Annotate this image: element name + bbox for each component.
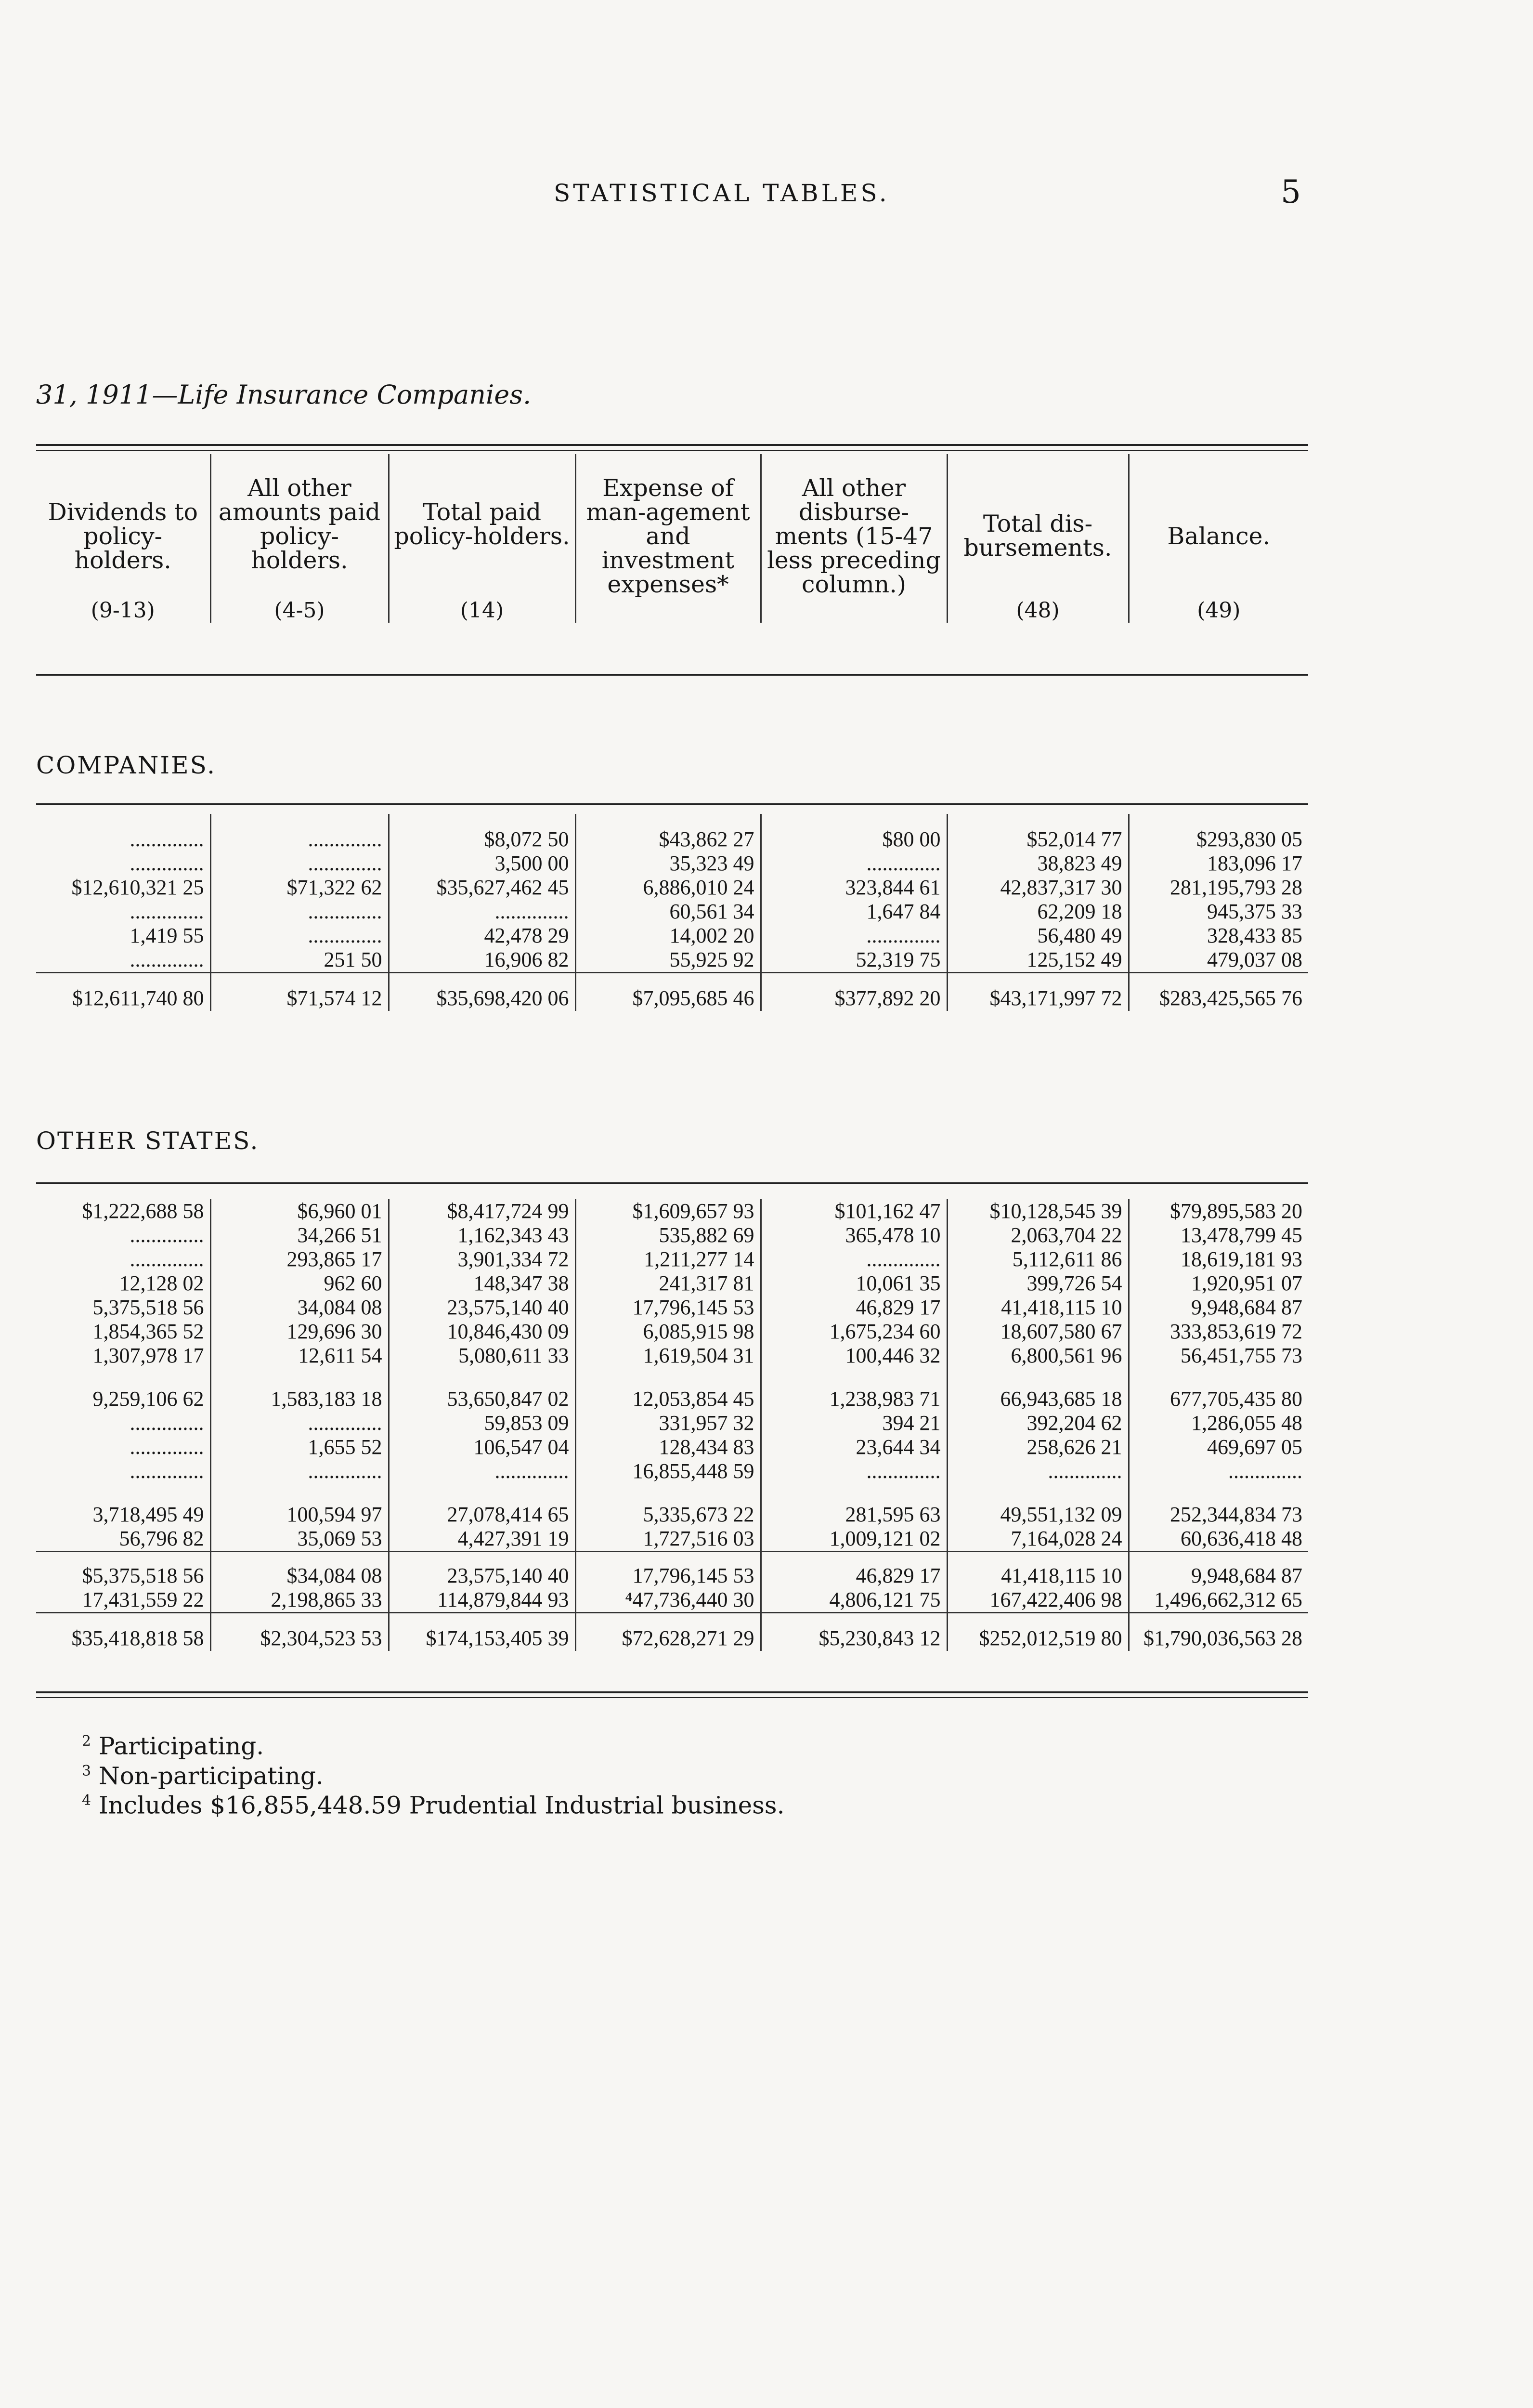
- table-cell: 6,085,915 98: [575, 1320, 761, 1344]
- table-cell: 128,434 83: [575, 1435, 761, 1459]
- table-cell: 1,655 52: [210, 1435, 389, 1459]
- table-cell: 399,726 54: [947, 1271, 1129, 1296]
- table-cell: ..............: [130, 1459, 204, 1483]
- table-cell: 183,096 17: [1129, 851, 1308, 876]
- table-row: [36, 876, 1308, 900]
- table-cell: $283,425,565 76: [1129, 973, 1308, 1011]
- table-cell: ..............: [130, 1223, 204, 1247]
- column-label: Dividends to policy-holders.: [48, 498, 198, 574]
- footnotes: [82, 1729, 785, 1818]
- table-cell: 18,607,580 67: [947, 1320, 1129, 1344]
- companies-table: [36, 814, 1308, 1011]
- table-row: [36, 1344, 1308, 1368]
- table-cell: 12,053,854 45: [575, 1368, 761, 1411]
- companies-table-body: [36, 814, 1308, 1011]
- table-cell: 100,594 97: [210, 1483, 389, 1527]
- table-row: [36, 1271, 1308, 1296]
- table-cell: 14,002 20: [575, 924, 761, 948]
- table-cell: ..............: [761, 851, 947, 876]
- table-row: [36, 1296, 1308, 1320]
- table-cell: $12,610,321 25: [71, 876, 204, 899]
- table-cell: 5,335,673 22: [575, 1483, 761, 1527]
- table-cell: $80 00: [761, 814, 947, 851]
- table-cell: 16,855,448 59: [575, 1459, 761, 1483]
- table-cell: 17,796,145 53: [575, 1552, 761, 1588]
- table-cell: $35,698,420 06: [389, 973, 575, 1011]
- table-cell: 3,500 00: [389, 851, 575, 876]
- table-cell: $79,895,583 20: [1129, 1199, 1308, 1223]
- table-cell: $6,960 01: [210, 1199, 389, 1223]
- table-cell: 38,823 49: [947, 851, 1129, 876]
- table-cell: 52,319 75: [761, 948, 947, 973]
- table-cell: $252,012,519 80: [947, 1613, 1129, 1651]
- table-cell: 6,800,561 96: [947, 1344, 1129, 1368]
- column-label: Balance.: [1167, 523, 1271, 550]
- table-cell: 241,317 81: [575, 1271, 761, 1296]
- other-states-table: [36, 1199, 1308, 1651]
- table-cell: $35,627,462 45: [389, 876, 575, 900]
- table-cell: $71,574 12: [210, 973, 389, 1011]
- table-cell: 962 60: [210, 1271, 389, 1296]
- table-row: [36, 948, 1308, 973]
- running-head: STATISTICAL TABLES.: [554, 179, 890, 207]
- table-cell: $71,322 62: [210, 876, 389, 900]
- table-cell: 12,128 02: [119, 1271, 204, 1295]
- subtotal-row: [36, 1588, 1308, 1613]
- table-cell: $174,153,405 39: [389, 1613, 575, 1651]
- table-cell: 281,195,793 28: [1129, 876, 1308, 900]
- column-header-balance: [1129, 454, 1308, 623]
- table-cell: ..............: [389, 900, 575, 924]
- table-cell: 42,478 29: [389, 924, 575, 948]
- table-cell: ..............: [130, 1435, 204, 1459]
- table-cell: ..............: [210, 1411, 389, 1435]
- table-cell: 1,854,365 52: [92, 1320, 204, 1343]
- total-row: [36, 973, 1308, 1011]
- total-row: [36, 1613, 1308, 1651]
- table-cell: 49,551,132 09: [947, 1483, 1129, 1527]
- table-cell: ..............: [761, 1459, 947, 1483]
- table-cell: 66,943,685 18: [947, 1368, 1129, 1411]
- column-number: (48): [1016, 598, 1060, 623]
- column-header-other-amounts: [210, 454, 389, 623]
- table-cell: 13,478,799 45: [1129, 1223, 1308, 1247]
- table-cell: $72,628,271 29: [575, 1613, 761, 1651]
- table-cell: ..............: [210, 851, 389, 876]
- table-cell: 6,886,010 24: [575, 876, 761, 900]
- table-cell: ..............: [130, 900, 204, 923]
- table-cell: 41,418,115 10: [947, 1552, 1129, 1588]
- table-cell: 258,626 21: [947, 1435, 1129, 1459]
- footnote-text: Participating.: [99, 1732, 264, 1760]
- table-cell: 53,650,847 02: [389, 1368, 575, 1411]
- column-label: Total dis-bursements.: [963, 510, 1112, 562]
- table-cell: 60,561 34: [575, 900, 761, 924]
- table-cell: ..............: [130, 1411, 204, 1435]
- table-cell: 56,480 49: [947, 924, 1129, 948]
- table-cell: 1,286,055 48: [1129, 1411, 1308, 1435]
- table-row: [36, 1247, 1308, 1271]
- table-cell: 1,307,978 17: [92, 1344, 204, 1367]
- table-row: [36, 900, 1308, 924]
- footnote-text: Non-participating.: [99, 1762, 324, 1790]
- column-label: Total paid policy-holders.: [394, 498, 570, 550]
- table-cell: 4,806,121 75: [761, 1588, 947, 1613]
- table-cell: ..............: [130, 851, 204, 875]
- footnote-mark: 2: [82, 1733, 91, 1750]
- table-row: [36, 1483, 1308, 1527]
- table-cell: 5,112,611 86: [947, 1247, 1129, 1271]
- table-cell: $35,418,818 58: [36, 1613, 210, 1651]
- column-header-total-paid: [389, 454, 575, 623]
- table-cell: ..............: [210, 900, 389, 924]
- table-cell: 148,347 38: [389, 1271, 575, 1296]
- footnote-mark: 3: [82, 1762, 91, 1780]
- table-cell: $1,609,657 93: [575, 1199, 761, 1223]
- table-cell: 4,427,391 19: [389, 1527, 575, 1552]
- table-cell: 9,259,106 62: [92, 1387, 204, 1411]
- table-cell: $43,171,997 72: [947, 973, 1129, 1011]
- table-cell: ..............: [761, 924, 947, 948]
- table-cell: 677,705,435 80: [1129, 1368, 1308, 1411]
- table-cell: 1,675,234 60: [761, 1320, 947, 1344]
- table-cell: 293,865 17: [210, 1247, 389, 1271]
- table-row: [36, 851, 1308, 876]
- table-cell: 2,198,865 33: [210, 1588, 389, 1613]
- table-cell: ..............: [761, 1247, 947, 1271]
- table-cell: 62,209 18: [947, 900, 1129, 924]
- table-cell: 1,583,183 18: [210, 1368, 389, 1411]
- table-cell: 17,796,145 53: [575, 1296, 761, 1320]
- table-cell: ..............: [210, 814, 389, 851]
- table-cell: 9,948,684 87: [1129, 1296, 1308, 1320]
- column-header-total-disbursements: [947, 454, 1129, 623]
- column-header-table: [36, 454, 1308, 623]
- footnote-text: Includes $16,855,448.59 Prudential Industrial business.: [99, 1791, 785, 1819]
- table-cell: ..............: [1129, 1459, 1308, 1483]
- table-cell: 1,419 55: [130, 924, 204, 947]
- column-header-other-disbursements: [761, 454, 947, 623]
- table-cell: 7,164,028 24: [947, 1527, 1129, 1552]
- table-cell: 114,879,844 93: [389, 1588, 575, 1613]
- page-number: 5: [1281, 173, 1301, 210]
- table-cell: $52,014 77: [947, 814, 1129, 851]
- table-cell: $2,304,523 53: [210, 1613, 389, 1651]
- table-cell: $7,095,685 46: [575, 973, 761, 1011]
- column-label: All other amounts paid policy-holders.: [218, 474, 381, 574]
- column-header-dividends: [36, 454, 210, 623]
- table-cell: 251 50: [210, 948, 389, 973]
- table-cell: 1,647 84: [761, 900, 947, 924]
- column-number: (14): [460, 598, 504, 623]
- table-cell: $34,084 08: [210, 1552, 389, 1588]
- table-cell: 323,844 61: [761, 876, 947, 900]
- table-cell: ⁴47,736,440 30: [575, 1588, 761, 1613]
- footnote: [82, 1788, 785, 1818]
- table-cell: 1,920,951 07: [1129, 1271, 1308, 1296]
- table-cell: 59,853 09: [389, 1411, 575, 1435]
- table-cell: 34,084 08: [210, 1296, 389, 1320]
- other-states-table-body: [36, 1199, 1308, 1651]
- table-bottom-rule-thin: [36, 1697, 1308, 1698]
- section-title-other-states: OTHER STATES.: [36, 1127, 260, 1155]
- table-cell: $8,072 50: [389, 814, 575, 851]
- table-cell: 55,925 92: [575, 948, 761, 973]
- table-cell: 35,069 53: [210, 1527, 389, 1552]
- table-cell: 167,422,406 98: [947, 1588, 1129, 1613]
- table-row: [36, 1320, 1308, 1344]
- table-cell: 945,375 33: [1129, 900, 1308, 924]
- table-cell: 23,575,140 40: [389, 1296, 575, 1320]
- table-cell: 60,636,418 48: [1129, 1527, 1308, 1552]
- table-cell: 100,446 32: [761, 1344, 947, 1368]
- table-cell: 1,619,504 31: [575, 1344, 761, 1368]
- table-cell: 106,547 04: [389, 1435, 575, 1459]
- table-cell: 394 21: [761, 1411, 947, 1435]
- table-cell: 56,796 82: [119, 1527, 204, 1550]
- table-row: [36, 1459, 1308, 1483]
- table-cell: 9,948,684 87: [1129, 1552, 1308, 1588]
- table-cell: 392,204 62: [947, 1411, 1129, 1435]
- table-cell: 1,238,983 71: [761, 1368, 947, 1411]
- table-cell: 3,718,495 49: [92, 1503, 204, 1526]
- table-cell: 46,829 17: [761, 1552, 947, 1588]
- table-cell: $43,862 27: [575, 814, 761, 851]
- table-bottom-rule: [36, 1691, 1308, 1693]
- table-cell: ..............: [210, 924, 389, 948]
- table-cell: $8,417,724 99: [389, 1199, 575, 1223]
- column-number: (4-5): [274, 598, 325, 623]
- table-cell: 56,451,755 73: [1129, 1344, 1308, 1368]
- table-row: [36, 1223, 1308, 1247]
- footnote: [82, 1759, 785, 1789]
- column-label: Expense of man-agement and investment expenses*: [586, 474, 750, 598]
- table-cell: ..............: [210, 1459, 389, 1483]
- section-rule-companies: [36, 803, 1308, 805]
- table-cell: ..............: [130, 948, 204, 971]
- table-row: [36, 1527, 1308, 1552]
- table-cell: 479,037 08: [1129, 948, 1308, 973]
- table-cell: 252,344,834 73: [1129, 1483, 1308, 1527]
- table-cell: 365,478 10: [761, 1223, 947, 1247]
- footnote: [82, 1729, 785, 1759]
- subtotal-row: [36, 1552, 1308, 1588]
- table-cell: $5,230,843 12: [761, 1613, 947, 1651]
- table-cell: 46,829 17: [761, 1296, 947, 1320]
- table-cell: 1,009,121 02: [761, 1527, 947, 1552]
- table-row: [36, 1368, 1308, 1411]
- table-cell: $12,611,740 80: [36, 973, 210, 1011]
- table-cell: ..............: [130, 1247, 204, 1271]
- table-cell: 1,727,516 03: [575, 1527, 761, 1552]
- table-cell: 12,611 54: [210, 1344, 389, 1368]
- table-cell: 18,619,181 93: [1129, 1247, 1308, 1271]
- table-cell: 535,882 69: [575, 1223, 761, 1247]
- table-cell: $1,222,688 58: [82, 1199, 204, 1223]
- table-cell: 42,837,317 30: [947, 876, 1129, 900]
- table-cell: 23,644 34: [761, 1435, 947, 1459]
- table-cell: 5,375,518 56: [92, 1296, 204, 1319]
- table-row: [36, 1435, 1308, 1459]
- table-cell: $377,892 20: [761, 973, 947, 1011]
- table-cell: $10,128,545 39: [947, 1199, 1129, 1223]
- table-cell: ..............: [389, 1459, 575, 1483]
- column-number: (9-13): [91, 598, 155, 623]
- table-cell: ..............: [130, 827, 204, 851]
- footnote-mark: 4: [82, 1792, 91, 1809]
- table-cell: ..............: [947, 1459, 1129, 1483]
- column-header-expense: [575, 454, 761, 623]
- table-cell: 1,211,277 14: [575, 1247, 761, 1271]
- table-cell: 17,431,559 22: [82, 1588, 204, 1611]
- table-cell: 469,697 05: [1129, 1435, 1308, 1459]
- table-cell: 333,853,619 72: [1129, 1320, 1308, 1344]
- table-cell: 5,080,611 33: [389, 1344, 575, 1368]
- table-cell: 23,575,140 40: [389, 1552, 575, 1588]
- table-cell: 328,433 85: [1129, 924, 1308, 948]
- page-subtitle: 31, 1911—Life Insurance Companies.: [36, 380, 532, 410]
- table-cell: $5,375,518 56: [36, 1552, 210, 1588]
- table-cell: 1,162,343 43: [389, 1223, 575, 1247]
- section-title-companies: COMPANIES.: [36, 751, 216, 779]
- section-rule-other-states: [36, 1182, 1308, 1184]
- table-row: [36, 814, 1308, 851]
- table-cell: 331,957 32: [575, 1411, 761, 1435]
- table-cell: $101,162 47: [761, 1199, 947, 1223]
- header-top-rule-thin: [36, 450, 1308, 451]
- table-cell: 10,061 35: [761, 1271, 947, 1296]
- column-number: (49): [1197, 598, 1241, 623]
- table-cell: 281,595 63: [761, 1483, 947, 1527]
- table-cell: 41,418,115 10: [947, 1296, 1129, 1320]
- column-label: All other disburse-ments (15-47 less preceding column.): [767, 474, 941, 598]
- table-cell: 2,063,704 22: [947, 1223, 1129, 1247]
- table-cell: 125,152 49: [947, 948, 1129, 973]
- table-row: [36, 1199, 1308, 1223]
- table-cell: 34,266 51: [210, 1223, 389, 1247]
- header-top-rule: [36, 444, 1308, 446]
- header-bottom-rule: [36, 674, 1308, 676]
- table-cell: $1,790,036,563 28: [1129, 1613, 1308, 1651]
- table-cell: 35,323 49: [575, 851, 761, 876]
- table-cell: 1,496,662,312 65: [1129, 1588, 1308, 1613]
- table-cell: $293,830 05: [1129, 814, 1308, 851]
- table-cell: 129,696 30: [210, 1320, 389, 1344]
- table-row: [36, 924, 1308, 948]
- table-cell: 16,906 82: [389, 948, 575, 973]
- table-row: [36, 1411, 1308, 1435]
- table-cell: 3,901,334 72: [389, 1247, 575, 1271]
- table-cell: 27,078,414 65: [389, 1483, 575, 1527]
- table-cell: 10,846,430 09: [389, 1320, 575, 1344]
